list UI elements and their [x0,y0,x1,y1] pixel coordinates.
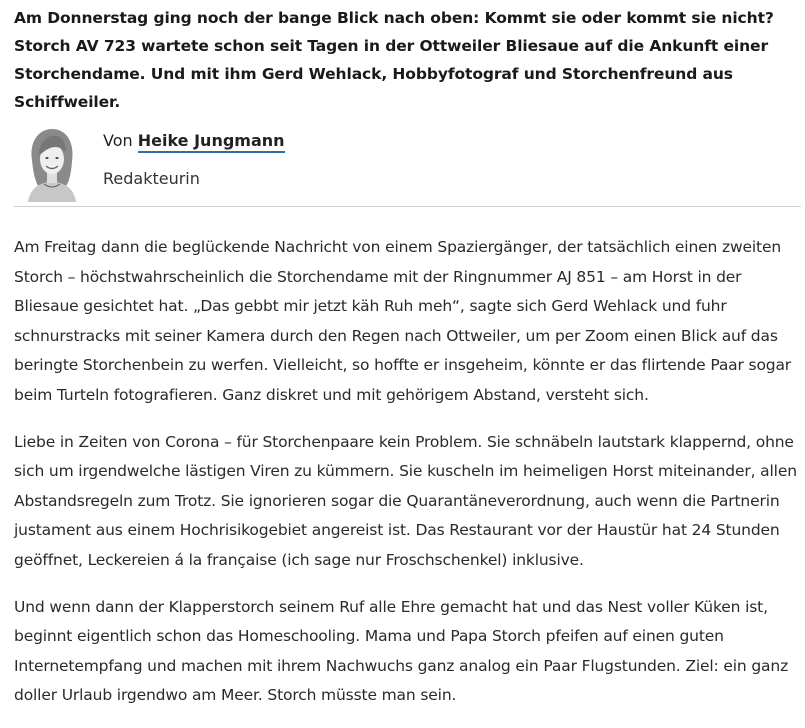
author-byline [103,130,285,152]
author-box [14,116,801,207]
author-avatar[interactable] [26,126,78,202]
article-paragraph: Am Freitag dann die beglückende Nachricht von einem Spaziergänger, der tatsächlich einen zweiten Storch – höchstwahrscheinlich die Storchendame mit der Ringnummer AJ 851 – am Horst in der Bliesaue gesichtet hat. „Das gebbt mir jetzt käh Ruh meh“, sagte sich Gerd Wehlack und fuhr schnurstracks mit seiner Kamera durch den Regen nach Ottweiler, um per Zoom einen Blick auf das beringte Storchenbein zu werfen. Vielleicht, so hoffte er insgeheim, könnte er das flirtende Paar sogar beim Turteln fotografieren. Ganz diskret und mit gehörigem Abstand, versteht sich. [14,238,792,404]
article-paragraph: Und wenn dann der Klapperstorch seinem Ruf alle Ehre gemacht hat und das Nest voller Küken ist, beginnt eigentlich schon das Homeschooling. Mama und Papa Storch pfeifen auf einen guten Internetempfang und machen mit ihrem Nachwuchs ganz analog ein Paar Flugstunden. Ziel: ein ganz doller Urlaub irgendwo am Meer. Storch müsste man sein. [14,597,789,705]
author-name-link[interactable]: Heike Jungmann [138,131,285,153]
author-role: Redakteurin [103,169,200,188]
article-lead: Am Donnerstag ging noch der bange Blick nach oben: Kommt sie oder kommt sie nicht? Storch AV 723 wartete schon seit Tagen in der Ottweiler Bliesaue auf die Ankunft einer Storchendame. Und mit ihm Gerd Wehlack, Hobbyfotograf und Storchenfreund aus Schiffweiler. [14,9,774,111]
article-paragraph: Liebe in Zeiten von Corona – für Storchenpaare kein Problem. Sie schnäbeln lautstark klappernd, ohne sich um irgendwelche lästigen Viren zu kümmern. Sie kuscheln im heimeligen Horst miteinander, allen Abstandsregeln zum Trotz. Sie ignorieren sogar die Quarantäneverordnung, auch wenn die Partnerin justament aus einem Hochrisikogebiet angereist ist. Das Restaurant vor der Haustür hat 24 Stunden geöffnet, Leckereien á la française (ich sage nur Froschschenkel) inklusive. [14,432,797,569]
article-body [14,233,801,711]
article [14,4,801,728]
author-prefix: Von [103,131,133,150]
